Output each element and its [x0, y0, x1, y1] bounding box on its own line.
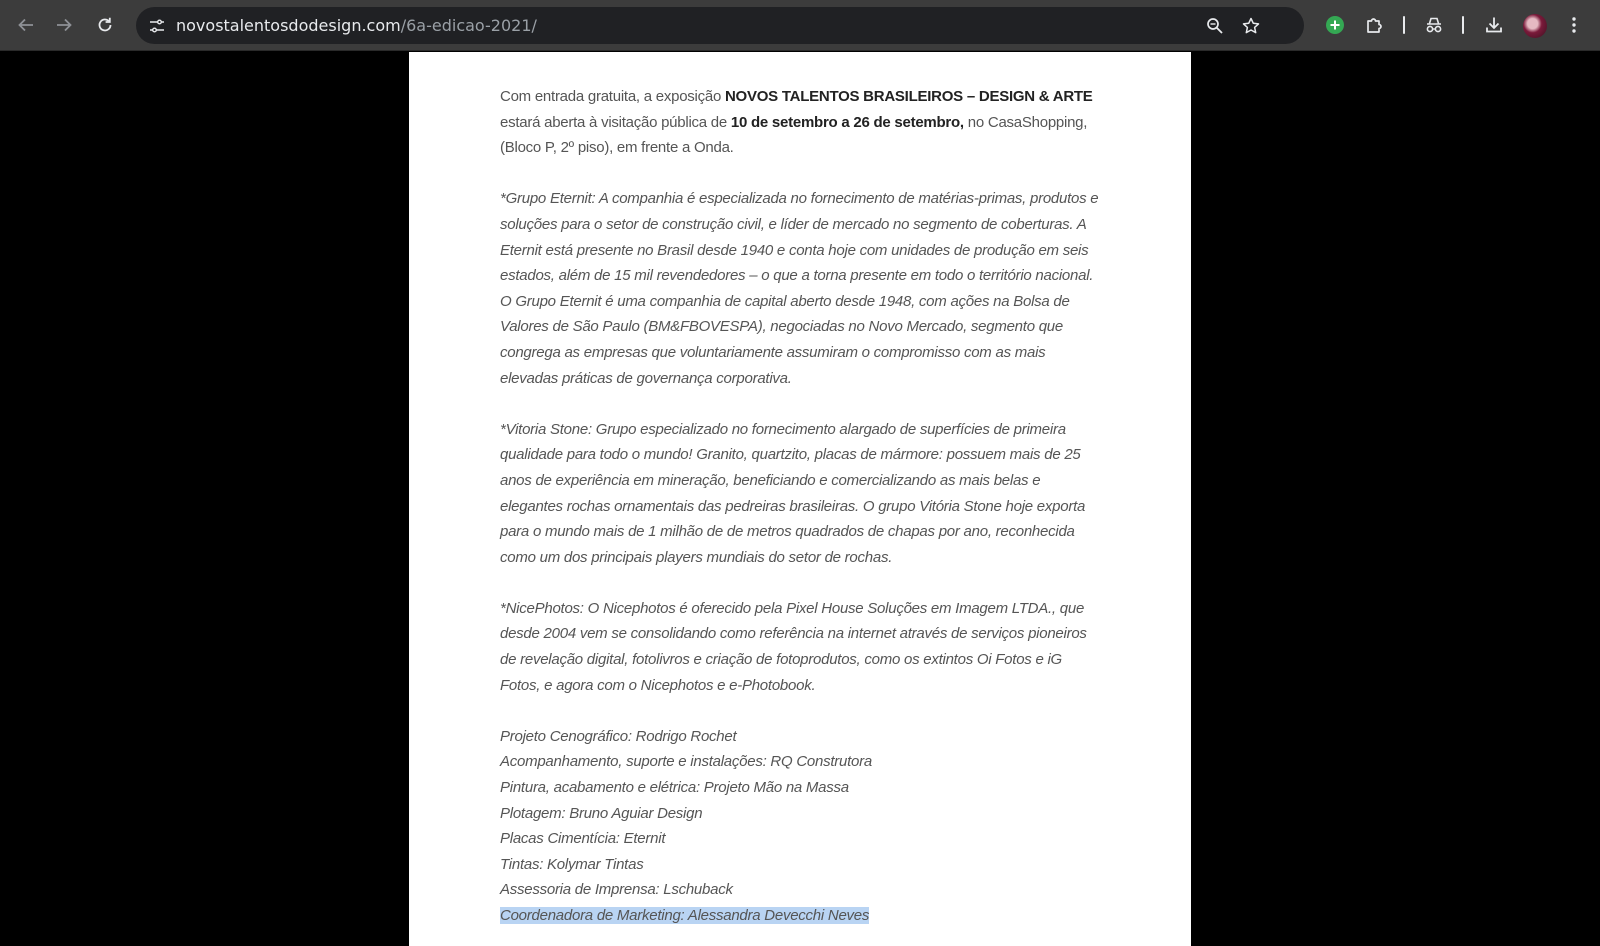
incognito-icon [1424, 15, 1444, 35]
url-domain: novostalentosdodesign.com [176, 16, 401, 35]
plus-circle-icon [1325, 15, 1345, 35]
browser-toolbar [0, 0, 1600, 51]
reload-button[interactable] [90, 10, 120, 40]
zoom-button[interactable] [1202, 13, 1228, 39]
credit-text: Placas Cimentícia: Eternit [500, 830, 666, 848]
credit-text: Acompanhamento, suporte e instalações: RQ Construtora [500, 753, 872, 771]
arrow-left-icon [17, 16, 35, 34]
puzzle-icon [1365, 15, 1385, 35]
credit-line [500, 852, 1100, 878]
url-text[interactable] [176, 16, 537, 36]
note-vitoria-stone-text: *Vitoria Stone: Grupo especializado no fornecimento alargado de superfícies de primeira qualidade para todo o mundo! Granito, quartzito, placas de mármore: possuem mais de 25 anos de experiência em mineração, beneficiando e comercializando as mais belas e elegantes rochas ornamentais das pedreiras brasileiras. O grupo Vitória Stone hoje exporta para o mundo mais de 1 milhão de de metros quadrados de chapas por ano, reconhecida como um dos principais players mundiais do setor de rochas. [500, 420, 1086, 566]
exhibition-dates: 10 de setembro a 26 de setembro, [730, 113, 964, 131]
article-page [409, 52, 1191, 946]
more-vert-icon [1564, 15, 1584, 35]
tune-icon [149, 18, 165, 34]
note-nicephotos [500, 596, 1100, 698]
profile-avatar[interactable] [1523, 14, 1547, 38]
credit-line [500, 749, 1100, 775]
browser-menu-button[interactable] [1561, 12, 1587, 38]
intro-text-3: no CasaShopping, (Bloco P, 2º piso), em frente a Onda. [500, 113, 1088, 157]
intro-text-1: Com entrada gratuita, a exposição [500, 88, 725, 105]
note-eternit [500, 186, 1100, 391]
zoom-icon [1206, 17, 1224, 35]
credit-text: Assessoria de Imprensa: Lschuback [500, 881, 733, 899]
star-icon [1242, 17, 1260, 35]
toolbar-separator [1462, 16, 1464, 34]
credit-line [500, 826, 1100, 852]
bookmark-button[interactable] [1238, 13, 1264, 39]
credit-line [500, 877, 1100, 903]
credits-list [500, 724, 1100, 929]
selected-credit-text[interactable]: Coordenadora de Marketing: Alessandra Devecchi Neves [500, 907, 870, 924]
url-path: /6a-edicao-2021/ [400, 16, 537, 35]
note-eternit-text: *Grupo Eternit: A companhia é especializada no fornecimento de matérias-primas, produtos e soluções para o setor de construção civil, e líder de mercado no segmento de coberturas. A Eternit está presente no Brasil desde 1940 e conta hoje com unidades de produção em seis estados, além de 15 mil revendedores – o que a torna presente em todo o território nacional. O Grupo Eternit é uma companhia de capital aberto desde 1948, com ações na Bolsa de Valores de São Paulo (BM&FBOVESPA), negociadas no Novo Mercado, segmento que congrega as empresas que voluntariamente assumiram o compromisso com as mais elevadas práticas de governança corporativa. [500, 190, 1099, 387]
download-icon [1484, 15, 1504, 35]
credit-text: Pintura, acabamento e elétrica: Projeto Mão na Massa [500, 779, 849, 797]
exhibition-name: NOVOS TALENTOS BRASILEIROS – DESIGN & ARTE [724, 88, 1093, 105]
intro-paragraph [500, 84, 1100, 161]
site-info-button[interactable] [144, 13, 170, 39]
credit-line [500, 775, 1100, 801]
extension-add-button[interactable] [1322, 12, 1348, 38]
toolbar-separator [1403, 16, 1405, 34]
incognito-button[interactable] [1421, 12, 1447, 38]
credit-text: Tintas: Kolymar Tintas [500, 855, 644, 873]
credit-line [500, 801, 1100, 827]
downloads-button[interactable] [1481, 12, 1507, 38]
arrow-right-icon [55, 16, 73, 34]
credit-line [500, 724, 1100, 750]
credit-line-selected [500, 903, 1100, 929]
intro-text-2: estará aberta à visitação pública de [500, 113, 731, 131]
extensions-button[interactable] [1362, 12, 1388, 38]
credit-text: Projeto Cenográfico: Rodrigo Rochet [500, 727, 737, 745]
reload-icon [96, 16, 114, 34]
note-vitoria-stone [500, 417, 1100, 571]
back-button[interactable] [11, 10, 41, 40]
forward-button[interactable] [49, 10, 79, 40]
note-nicephotos-text: *NicePhotos: O Nicephotos é oferecido pela Pixel House Soluções em Imagem LTDA., que desde 2004 vem se consolidando como referência na internet através de serviços pioneiros de revelação digital, fotolivros e criação de fotoprodutos, como os extintos Oi Fotos e iG Fotos, e agora com o Nicephotos e e-Photobook. [500, 599, 1087, 694]
address-bar[interactable] [136, 7, 1304, 44]
article-content [500, 84, 1100, 929]
credit-text: Plotagem: Bruno Aguiar Design [500, 804, 703, 822]
